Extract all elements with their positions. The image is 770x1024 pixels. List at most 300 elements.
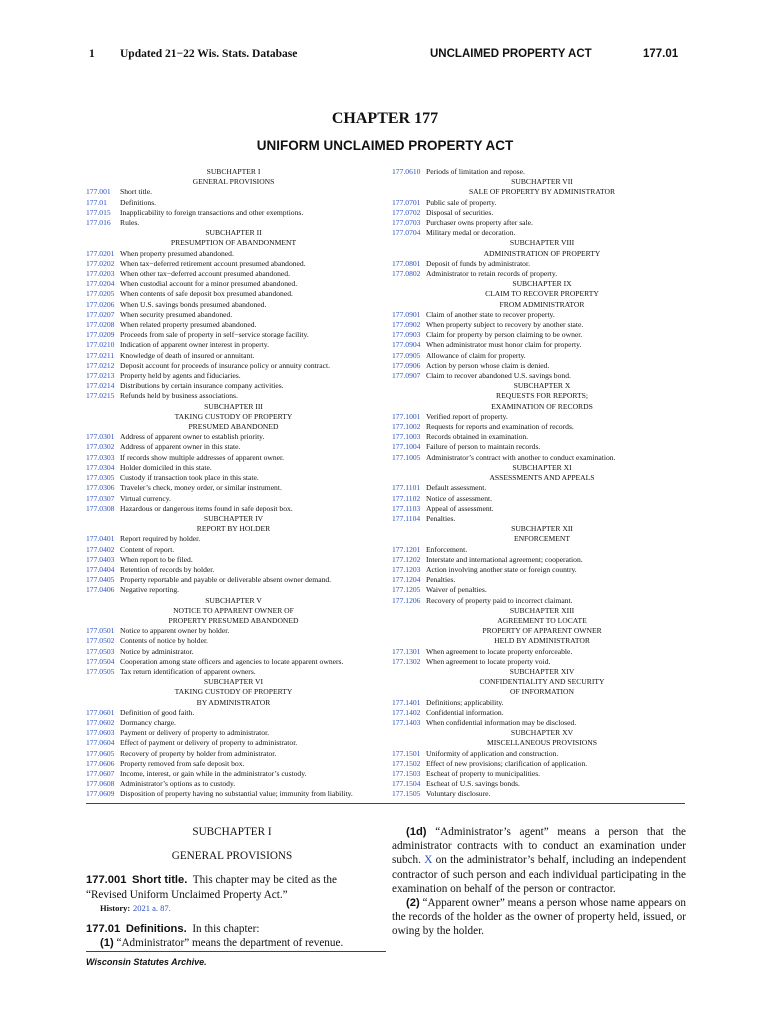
toc-subchapter-heading: MISCELLANEOUS PROVISIONS <box>487 738 597 748</box>
toc-entry <box>392 218 692 228</box>
toc-entry <box>392 789 692 799</box>
toc-entry <box>392 494 692 504</box>
toc-section-link[interactable]: 177.0305 <box>86 473 115 483</box>
toc-entry <box>392 412 692 422</box>
database-label: Updated 21−22 Wis. Stats. Database <box>120 48 298 60</box>
toc-entry <box>86 391 381 401</box>
subchapter-heading: SUBCHAPTER I <box>192 826 272 838</box>
toc-entry <box>392 708 692 718</box>
toc-section-link[interactable]: 177.0610 <box>392 167 421 176</box>
toc-entry <box>392 585 692 595</box>
toc-entry <box>392 351 692 361</box>
toc-entry <box>86 749 381 759</box>
toc-section-title: When confidential information may be disclosed. <box>426 717 577 727</box>
toc-entry <box>392 453 692 463</box>
toc-section-link[interactable]: 177.0609 <box>86 789 115 799</box>
toc-subchapter-heading: SUBCHAPTER X <box>513 381 571 391</box>
toc-entry <box>86 442 381 452</box>
toc-section-link[interactable]: 177.0607 <box>86 768 115 778</box>
toc-section-title: Tax return identification of apparent owners. <box>120 666 256 676</box>
subsection-label: (1) <box>100 937 114 950</box>
toc-entry <box>86 473 381 483</box>
subsection-2 <box>392 896 686 939</box>
toc-section-link[interactable]: 177.1505 <box>392 789 421 799</box>
toc-section-link[interactable]: 177.1005 <box>392 452 421 462</box>
toc-section-title: Address of apparent owner to establish priority. <box>120 432 265 442</box>
toc-entry <box>86 483 381 493</box>
toc-section-title: Penalties. <box>426 513 456 523</box>
toc-section-link[interactable]: 177.1206 <box>392 595 421 605</box>
toc-entry <box>392 596 692 606</box>
toc-section-link[interactable]: 177.1503 <box>392 768 421 778</box>
history-label: History: <box>100 902 131 913</box>
toc-section-link[interactable]: 177.0701 <box>392 197 421 207</box>
toc-entry <box>86 555 381 565</box>
toc-section-title: Income, interest, or gain while in the administrator’s custody. <box>120 768 307 778</box>
toc-section-link[interactable]: 177.0601 <box>86 707 115 717</box>
toc-section-link[interactable]: 177.0201 <box>86 248 115 258</box>
toc-section-title: When other tax−deferred account presumed abandoned. <box>120 269 291 279</box>
toc-section-title: Indication of apparent owner interest in property. <box>120 340 270 350</box>
toc-section-link[interactable]: 177.0704 <box>392 228 421 238</box>
toc-subchapter-heading: SUBCHAPTER IV <box>203 513 264 523</box>
toc-entry <box>392 555 692 565</box>
toc-entry <box>86 259 381 269</box>
toc-section-link[interactable]: 177.1203 <box>392 564 421 574</box>
section-number: 177.001 <box>86 874 127 887</box>
toc-section-link[interactable]: 177.0504 <box>86 656 115 666</box>
toc-section-title: Address of apparent owner in this state. <box>120 442 241 452</box>
toc-entry <box>392 361 692 371</box>
section-number: 177.01 <box>86 922 121 935</box>
toc-entry <box>86 759 381 769</box>
toc-section-link[interactable]: 177.0503 <box>86 646 115 656</box>
toc-section-link[interactable]: 177.0608 <box>86 779 115 789</box>
toc-section-link[interactable]: 177.0703 <box>392 218 421 228</box>
toc-section-title: Knowledge of death of insured or annuitant. <box>120 350 255 360</box>
toc-entry <box>86 769 381 779</box>
toc-section-link[interactable]: 177.1104 <box>392 513 421 523</box>
toc-entry <box>392 198 692 208</box>
toc-subchapter-heading: NOTICE TO APPARENT OWNER OF <box>173 605 294 615</box>
toc-section-title: Interstate and international agreement; cooperation. <box>426 554 583 564</box>
toc-section-title: Administrator to retain records of property. <box>426 269 558 279</box>
toc-section-title: If records show multiple addresses of apparent owner. <box>120 452 285 462</box>
toc-section-link[interactable]: 177.0405 <box>86 575 115 585</box>
toc-entry <box>86 708 381 718</box>
toc-section-title: Public sale of property. <box>426 197 497 207</box>
toc-entry <box>86 351 381 361</box>
toc-entry <box>392 228 692 238</box>
toc-entry <box>86 340 381 350</box>
toc-entry <box>86 738 381 748</box>
toc-section-link[interactable]: 177.0214 <box>86 381 115 391</box>
toc-entry <box>86 453 381 463</box>
toc-section-link[interactable]: 177.0205 <box>86 289 115 299</box>
toc-entry <box>86 504 381 514</box>
toc-subchapter-heading: BY ADMINISTRATOR <box>196 697 271 707</box>
toc-section-link[interactable]: 177.0604 <box>86 738 115 748</box>
chapter-title: CHAPTER 177 <box>331 110 439 127</box>
toc-section-title: Payment or delivery of property to administrator. <box>120 728 270 738</box>
toc-section-link[interactable]: 177.0907 <box>392 371 421 381</box>
toc-section-link[interactable]: 177.001 <box>86 187 111 197</box>
toc-left-column <box>86 167 381 800</box>
toc-section-link[interactable]: 177.0501 <box>86 626 115 636</box>
toc-section-link[interactable]: 177.0213 <box>86 371 115 381</box>
toc-section-title: Military medal or decoration. <box>426 228 516 238</box>
toc-section-title: Penalties. <box>426 575 456 585</box>
running-act-name: UNCLAIMED PROPERTY ACT <box>430 48 592 60</box>
toc-section-link[interactable]: 177.0304 <box>86 462 115 472</box>
toc-section-link[interactable]: 177.0406 <box>86 585 115 595</box>
toc-section-link[interactable]: 177.1003 <box>392 432 421 442</box>
toc-entry <box>86 779 381 789</box>
toc-section-link[interactable]: 177.0203 <box>86 269 115 279</box>
toc-subchapter-heading: REQUESTS FOR REPORTS; <box>496 391 588 401</box>
toc-entry <box>86 728 381 738</box>
toc-subchapter-heading: SUBCHAPTER III <box>204 401 263 411</box>
toc-subchapter-heading: TAKING CUSTODY OF PROPERTY <box>174 411 293 421</box>
toc-entry <box>392 422 692 432</box>
toc-section-link[interactable]: 177.1504 <box>392 779 421 789</box>
toc-section-title: When agreement to locate property void. <box>426 656 551 666</box>
toc-section-title: Report required by holder. <box>120 534 201 544</box>
toc-entry <box>86 187 381 197</box>
act-title: UNIFORM UNCLAIMED PROPERTY ACT <box>256 138 514 153</box>
toc-section-link[interactable]: 177.0209 <box>86 330 115 340</box>
footer-archive-label: Wisconsin Statutes Archive. <box>86 957 207 967</box>
toc-section-link[interactable]: 177.0404 <box>86 564 115 574</box>
toc-entry <box>86 565 381 575</box>
section-177-001 <box>86 873 378 901</box>
toc-section-title: Claim for property by person claiming to be owner. <box>426 330 583 340</box>
toc-subchapter-heading: GENERAL PROVISIONS <box>192 177 275 187</box>
toc-entry <box>392 575 692 585</box>
toc-entry <box>86 371 381 381</box>
toc-section-title: Recovery of property paid to incorrect claimant. <box>426 595 573 605</box>
toc-entry <box>392 310 692 320</box>
toc-section-link[interactable]: 177.0901 <box>392 309 421 319</box>
toc-section-link[interactable]: 177.0202 <box>86 258 115 268</box>
toc-section-link[interactable]: 177.1502 <box>392 758 421 768</box>
toc-section-link[interactable]: 177.0502 <box>86 636 115 646</box>
toc-section-title: Verified report of property. <box>426 411 508 421</box>
toc-section-link[interactable]: 177.0802 <box>392 269 421 279</box>
toc-section-title: Disposal of securities. <box>426 207 494 217</box>
toc-section-link[interactable]: 177.1301 <box>392 646 421 656</box>
body-right-column <box>392 825 686 939</box>
toc-section-title: Holder domiciled in this state. <box>120 462 212 472</box>
toc-subchapter-heading: AGREEMENT TO LOCATE <box>497 615 587 625</box>
toc-section-link[interactable]: 177.0302 <box>86 442 115 452</box>
toc-section-title: Negative reporting. <box>120 585 180 595</box>
toc-entry <box>86 432 381 442</box>
toc-section-title: Proceeds from sale of property in self−service storage facility. <box>120 330 309 340</box>
toc-section-title: Cooperation among state officers and agencies to locate apparent owners. <box>120 656 344 666</box>
toc-entry <box>392 749 692 759</box>
toc-entry <box>86 545 381 555</box>
toc-section-link[interactable]: 177.0206 <box>86 299 115 309</box>
toc-section-title: Retention of records by holder. <box>120 564 215 574</box>
toc-entry <box>86 718 381 728</box>
toc-section-title: Virtual currency. <box>120 493 171 503</box>
toc-section-title: Claim to recover abandoned U.S. savings bond. <box>426 371 571 381</box>
toc-section-link[interactable]: 177.0602 <box>86 717 115 727</box>
toc-section-title: Uniformity of application and construction. <box>426 748 559 758</box>
history-link[interactable]: 2021 a. 87. <box>133 902 171 913</box>
toc-subchapter-heading: TAKING CUSTODY OF PROPERTY <box>174 687 293 697</box>
toc-section-title: Requests for reports and examination of records. <box>426 422 574 432</box>
toc-subchapter-heading: SUBCHAPTER XII <box>511 524 573 534</box>
toc-section-title: Hazardous or dangerous items found in safe deposit box. <box>120 503 293 513</box>
toc-subchapter-heading: ADMINISTRATION OF PROPERTY <box>483 248 601 258</box>
toc-section-link[interactable]: 177.1302 <box>392 656 421 666</box>
toc-section-link[interactable]: 177.0211 <box>86 350 115 360</box>
toc-section-title: When agreement to locate property enforceable. <box>426 646 573 656</box>
toc-section-title: Enforcement. <box>426 544 468 554</box>
toc-entry <box>86 310 381 320</box>
subchapter-subtitle: GENERAL PROVISIONS <box>171 850 293 863</box>
toc-subchapter-heading: SUBCHAPTER XV <box>510 728 574 738</box>
toc-entry <box>392 371 692 381</box>
subsection-1d <box>392 825 686 896</box>
toc-section-link[interactable]: 177.1401 <box>392 697 421 707</box>
toc-section-link[interactable]: 177.1204 <box>392 575 421 585</box>
body-left-column <box>86 825 378 950</box>
toc-section-title: When property presumed abandoned. <box>120 248 234 258</box>
toc-subchapter-heading: HELD BY ADMINISTRATOR <box>494 636 590 646</box>
toc-section-title: Disposition of property having no substantial value; immunity from liability. <box>120 789 353 799</box>
toc-subchapter-heading: SUBCHAPTER VIII <box>509 238 575 248</box>
toc-section-link[interactable]: 177.0308 <box>86 503 115 513</box>
toc-section-title: Rules. <box>120 218 140 228</box>
toc-section-title: When administrator must honor claim for property. <box>426 340 582 350</box>
toc-entry <box>86 585 381 595</box>
toc-entry <box>86 636 381 646</box>
toc-section-link[interactable]: 177.0212 <box>86 360 115 370</box>
subchapter-link[interactable]: X <box>424 854 433 867</box>
running-section-number: 177.01 <box>643 48 679 60</box>
toc-section-title: Definitions. <box>120 197 157 207</box>
toc-section-title: Records obtained in examination. <box>426 432 529 442</box>
history-note <box>100 902 378 914</box>
toc-section-link[interactable]: 177.0606 <box>86 758 115 768</box>
subsection-label: (2) <box>406 897 420 910</box>
toc-section-link[interactable]: 177.0906 <box>392 360 421 370</box>
toc-section-title: When contents of safe deposit box presumed abandoned. <box>120 289 293 299</box>
section-text: In this chapter: <box>192 922 260 935</box>
toc-section-link[interactable]: 177.1501 <box>392 748 421 758</box>
toc-entry <box>86 279 381 289</box>
toc-section-title: Short title. <box>120 187 153 197</box>
toc-section-link[interactable]: 177.0603 <box>86 728 115 738</box>
toc-section-link[interactable]: 177.0401 <box>86 534 115 544</box>
toc-section-title: Content of report. <box>120 544 175 554</box>
toc-entry <box>86 534 381 544</box>
toc-section-link[interactable]: 177.1004 <box>392 442 421 452</box>
toc-entry <box>86 667 381 677</box>
toc-section-link[interactable]: 177.0208 <box>86 320 115 330</box>
toc-section-title: Notice by administrator. <box>120 646 194 656</box>
toc-section-title: Recovery of property by holder from administrator. <box>120 748 277 758</box>
section-divider <box>86 803 685 804</box>
toc-section-link[interactable]: 177.1102 <box>392 493 421 503</box>
toc-section-link[interactable]: 177.1001 <box>392 411 421 421</box>
toc-section-title: Notice to apparent owner by holder. <box>120 626 230 636</box>
toc-subchapter-heading: ENFORCEMENT <box>513 534 571 544</box>
subsection-label: (1d) <box>406 826 427 838</box>
toc-subchapter-heading: SUBCHAPTER II <box>205 228 262 238</box>
toc-section-link[interactable]: 177.0904 <box>392 340 421 350</box>
toc-entry <box>392 769 692 779</box>
toc-section-title: When custodial account for a minor presumed abandoned. <box>120 279 298 289</box>
toc-section-title: When tax−deferred retirement account presumed abandoned. <box>120 258 306 268</box>
toc-section-link[interactable]: 177.0902 <box>392 320 421 330</box>
toc-section-title: Administrator’s contract with another to conduct examination. <box>426 452 616 462</box>
toc-section-title: Dormancy charge. <box>120 717 176 727</box>
toc-section-title: Escheat of U.S. savings bonds. <box>426 779 520 789</box>
toc-subchapter-heading: ASSESSMENTS AND APPEALS <box>489 473 595 483</box>
toc-section-title: Periods of limitation and repose. <box>426 167 525 176</box>
toc-section-title: Contents of notice by holder. <box>120 636 208 646</box>
toc-section-title: Administrator’s options as to custody. <box>120 779 236 789</box>
subsection-text: “Apparent owner” means a person whose name appears on the records of the holder as the owner of property held, issued, or owing by the holder. <box>392 897 686 938</box>
toc-right-column <box>392 167 692 800</box>
toc-section-title: Effect of payment or delivery of property to administrator. <box>120 738 298 748</box>
toc-section-title: Default assessment. <box>426 483 487 493</box>
toc-section-title: Notice of assessment. <box>426 493 493 503</box>
toc-entry <box>392 545 692 555</box>
toc-section-title: When report to be filed. <box>120 554 193 564</box>
toc-entry <box>392 514 692 524</box>
toc-subchapter-heading: SUBCHAPTER XI <box>512 462 572 472</box>
toc-entry <box>392 442 692 452</box>
subsection-text: “Administrator’s agent” means a person that the administrator contracts with to conduct an examination under subch. <box>392 826 687 867</box>
footer-divider <box>86 951 386 952</box>
toc-section-link[interactable]: 177.1205 <box>392 585 421 595</box>
toc-entry <box>392 759 692 769</box>
toc-entry <box>86 381 381 391</box>
toc-entry <box>86 575 381 585</box>
toc-section-link[interactable]: 177.016 <box>86 218 111 228</box>
toc-section-title: Waiver of penalties. <box>426 585 487 595</box>
toc-subchapter-heading: OF INFORMATION <box>510 687 574 697</box>
toc-section-title: When security presumed abandoned. <box>120 309 233 319</box>
toc-subchapter-heading: EXAMINATION OF RECORDS <box>491 401 593 411</box>
toc-section-link[interactable]: 177.015 <box>86 207 111 217</box>
toc-entry <box>86 626 381 636</box>
toc-entry <box>86 494 381 504</box>
toc-section-link[interactable]: 177.0403 <box>86 554 115 564</box>
toc-subchapter-heading: PRESUMED ABANDONED <box>188 422 279 432</box>
toc-section-link[interactable]: 177.0306 <box>86 483 115 493</box>
toc-section-link[interactable]: 177.1002 <box>392 422 421 432</box>
toc-subchapter-heading: SUBCHAPTER VI <box>203 677 264 687</box>
toc-entry <box>392 504 692 514</box>
toc-section-link[interactable]: 177.1103 <box>392 503 421 513</box>
toc-entry <box>86 657 381 667</box>
toc-subchapter-heading: SUBCHAPTER IX <box>512 279 572 289</box>
toc-section-link[interactable]: 177.01 <box>86 197 107 207</box>
toc-entry <box>86 269 381 279</box>
toc-section-title: Property removed from safe deposit box. <box>120 758 245 768</box>
toc-section-link[interactable]: 177.0905 <box>392 350 421 360</box>
toc-subchapter-heading: CONFIDENTIALITY AND SECURITY <box>479 677 605 687</box>
toc-section-title: Purchaser owns property after sale. <box>426 218 533 228</box>
toc-section-title: Property reportable and payable or deliverable absent owner demand. <box>120 575 332 585</box>
toc-entry <box>392 340 692 350</box>
toc-subchapter-heading: SALE OF PROPERTY BY ADMINISTRATOR <box>468 187 616 197</box>
toc-section-title: Action by person whose claim is denied. <box>426 360 550 370</box>
page-number: 1 <box>89 48 95 60</box>
toc-section-link[interactable]: 177.0605 <box>86 748 115 758</box>
toc-section-link[interactable]: 177.1403 <box>392 717 421 727</box>
toc-section-link[interactable]: 177.0505 <box>86 666 115 676</box>
subsection-1 <box>86 936 378 950</box>
toc-entry <box>86 289 381 299</box>
toc-subchapter-heading: SUBCHAPTER VII <box>511 177 573 187</box>
toc-section-link[interactable]: 177.0702 <box>392 207 421 217</box>
toc-section-link[interactable]: 177.0303 <box>86 452 115 462</box>
toc-subchapter-heading: REPORT BY HOLDER <box>196 524 271 534</box>
section-title: Short title. <box>132 874 188 887</box>
toc-entry <box>86 320 381 330</box>
toc-section-link[interactable]: 177.0215 <box>86 391 115 401</box>
toc-section-link[interactable]: 177.1402 <box>392 707 421 717</box>
toc-section-title: Confidential information. <box>426 707 504 717</box>
toc-section-link[interactable]: 177.0204 <box>86 279 115 289</box>
toc-section-title: Voluntary disclosure. <box>426 789 491 799</box>
toc-section-link[interactable]: 177.0207 <box>86 309 115 319</box>
toc-section-link[interactable]: 177.0307 <box>86 493 115 503</box>
toc-entry <box>392 779 692 789</box>
subsection-text: “Administrator” means the department of revenue. <box>116 937 344 950</box>
toc-section-link[interactable]: 177.1201 <box>392 544 421 554</box>
toc-section-title: Deposit account for proceeds of insurance policy or annuity contract. <box>120 360 331 370</box>
toc-entry <box>392 565 692 575</box>
toc-entry <box>86 463 381 473</box>
toc-section-link[interactable]: 177.0210 <box>86 340 115 350</box>
toc-section-title: Inapplicability to foreign transactions and other exemptions. <box>120 207 304 217</box>
toc-section-title: Distributions by certain insurance company activities. <box>120 381 284 391</box>
subsection-text-continued: on the administrator’s behalf, including an independent contractor of such person and each individual participating in the examination on behalf of the person or contractor. <box>392 854 686 895</box>
toc-section-link[interactable]: 177.0801 <box>392 258 421 268</box>
toc-entry <box>392 320 692 330</box>
toc-section-link[interactable]: 177.0402 <box>86 544 115 554</box>
toc-section-title: Effect of new provisions; clarification of application. <box>426 758 588 768</box>
toc-section-link[interactable]: 177.0301 <box>86 432 115 442</box>
toc-section-title: Appeal of assessment. <box>426 503 494 513</box>
toc-section-title: Traveler’s check, money order, or similar instrument. <box>120 483 282 493</box>
toc-section-title: Action involving another state or foreign country. <box>426 564 577 574</box>
toc-entry <box>392 647 692 657</box>
toc-section-title: Custody if transaction took place in this state. <box>120 473 259 483</box>
toc-entry <box>86 647 381 657</box>
toc-subchapter-heading: SUBCHAPTER XIV <box>509 666 575 676</box>
toc-section-title: Refunds held by business associations. <box>120 391 238 401</box>
toc-section-title: Escheat of property to municipalities. <box>426 768 541 778</box>
toc-entry <box>392 432 692 442</box>
toc-section-link[interactable]: 177.1202 <box>392 554 421 564</box>
toc-subchapter-heading: SUBCHAPTER XIII <box>509 605 575 615</box>
toc-section-link[interactable]: 177.1101 <box>392 483 421 493</box>
toc-section-title: Definitions; applicability. <box>426 697 504 707</box>
toc-entry <box>392 330 692 340</box>
toc-section-link[interactable]: 177.0903 <box>392 330 421 340</box>
toc-section-title: Allowance of claim for property. <box>426 350 526 360</box>
toc-entry <box>392 269 692 279</box>
